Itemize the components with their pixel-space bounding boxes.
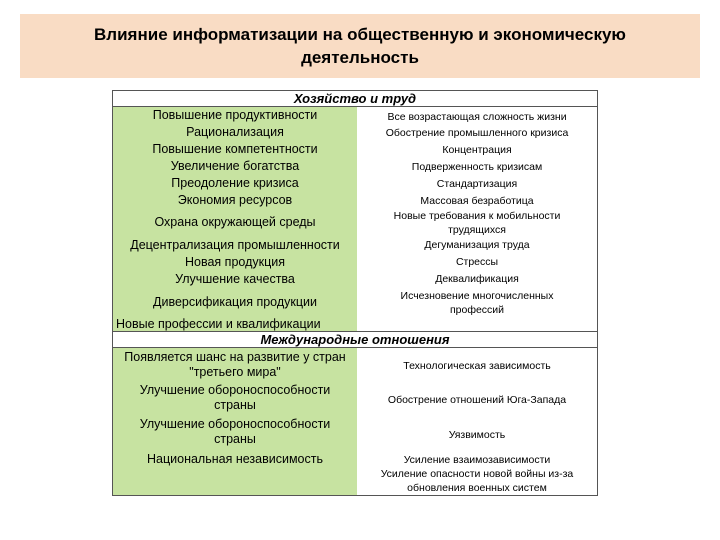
negative-item: Технологическая зависимость <box>403 360 551 372</box>
positive-item: Новые профессии и квалификации <box>116 317 321 331</box>
positive-item: Повышение компетентности <box>152 142 318 156</box>
negative-item: Новые требования к мобильности трудящихся <box>393 210 561 236</box>
positive-item: Увеличение богатства <box>170 159 300 173</box>
positive-item: Рационализация <box>186 125 284 139</box>
negative-item: Обострение отношений Юга-Запада <box>387 394 567 406</box>
section-header-international: Международные отношения <box>113 331 597 348</box>
positive-item: Повышение продуктивности <box>152 108 318 122</box>
negative-item: Стрессы <box>455 256 499 268</box>
negative-item: Усиление взаимозависимости <box>403 454 551 466</box>
negative-item: Подверженность кризисам <box>411 161 543 173</box>
title-banner <box>20 14 700 78</box>
positive-item: Охрана окружающей среды <box>154 215 316 229</box>
negative-item: Все возрастающая сложность жизни <box>387 111 567 123</box>
positive-item: Улучшение обороноспособности страны <box>139 417 331 446</box>
negative-item: Стандартизация <box>436 178 518 190</box>
influence-table <box>112 90 598 496</box>
positive-item: Децентрализация промышленности <box>130 238 340 252</box>
negative-item: Концентрация <box>442 144 512 156</box>
negative-item: Исчезновение многочисленных профессий <box>400 290 554 316</box>
section-header-economy: Хозяйство и труд <box>113 90 597 107</box>
positive-item: Диверсификация продукции <box>153 295 317 309</box>
negative-item: Усиление опасности новой войны из-за обновления военных систем <box>380 468 574 494</box>
positive-item: Экономия ресурсов <box>177 193 293 207</box>
positive-item: Появляется шанс на развитие у стран "третьего мира" <box>124 350 346 379</box>
negative-item: Массовая безработица <box>420 195 534 207</box>
negative-item: Обострение промышленного кризиса <box>385 127 569 139</box>
positive-item: Национальная независимость <box>147 452 323 466</box>
page-title: Влияние информатизации на общественную и экономическую деятельность <box>94 25 626 67</box>
positive-item: Улучшение обороноспособности страны <box>139 383 331 412</box>
positive-item: Преодоление кризиса <box>171 176 299 190</box>
negative-item: Дегуманизация труда <box>424 239 530 251</box>
negative-item: Деквалификация <box>435 273 519 285</box>
negative-item: Уязвимость <box>448 429 506 441</box>
positive-item: Новая продукция <box>185 255 285 269</box>
positive-item: Улучшение качества <box>175 272 295 286</box>
